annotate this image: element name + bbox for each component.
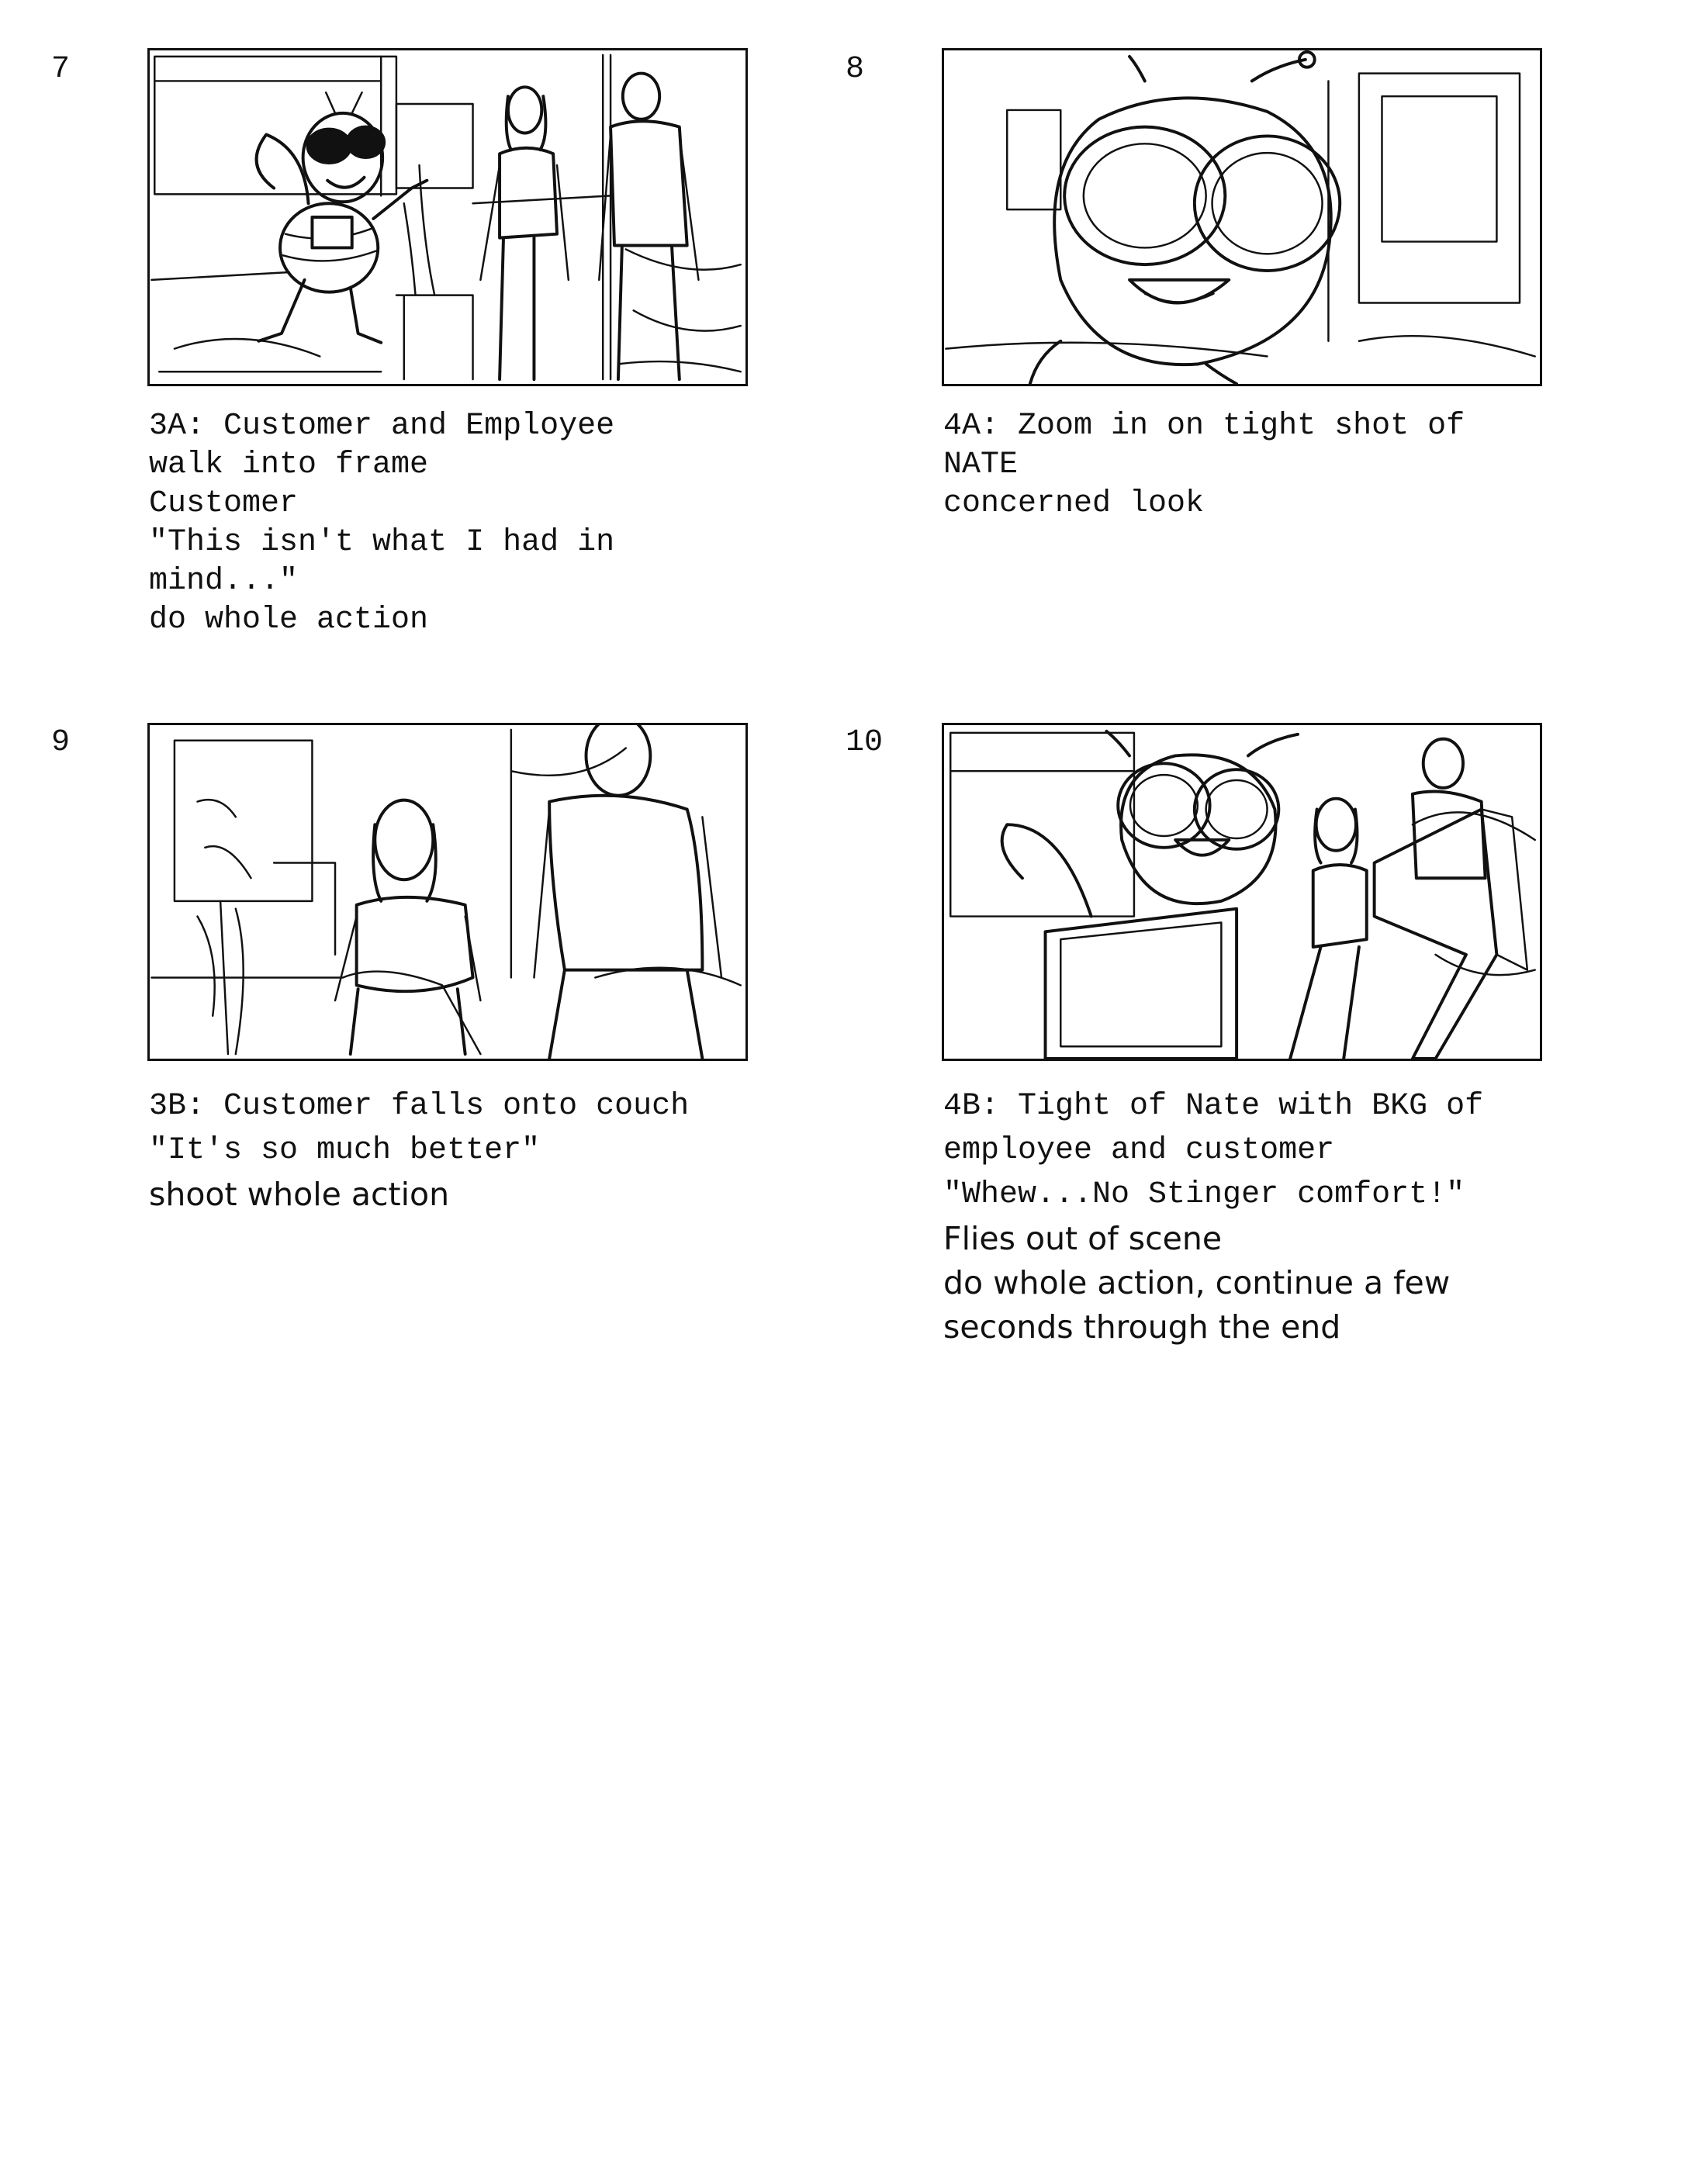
caption-line: Customer [149,486,299,521]
caption-line: "Whew...No Stinger comfort!" [943,1177,1465,1212]
sketch-nate-with-background [944,725,1540,1059]
storyboard-frame-9 [147,723,748,1061]
panel-caption [943,1084,1483,1349]
caption-line: Flies out of scene [943,1220,1223,1257]
panel-caption [149,407,614,640]
caption-line: 4B: Tight of Nate with BKG of [943,1089,1484,1124]
caption-line: 3B: Customer falls onto couch [149,1089,690,1124]
storyboard-frame-10 [942,723,1542,1061]
caption-line: employee and customer [943,1133,1335,1168]
caption-line: NATE [943,448,1019,482]
panel-number: 9 [51,725,71,760]
caption-line: do whole action [149,603,429,638]
panel-number: 10 [846,725,884,760]
caption-line: seconds through the end [943,1308,1341,1346]
sketch-bee-customer-employee [150,50,745,384]
sketch-nate-closeup [944,50,1540,384]
storyboard-frame-7 [147,48,748,386]
caption-line: 4A: Zoom in on tight shot of [943,409,1465,444]
panel-caption [943,407,1465,524]
caption-line: mind..." [149,564,299,599]
panel-caption [149,1084,689,1217]
caption-line: "It's so much better" [149,1133,541,1168]
panel-number: 8 [846,52,865,87]
storyboard-frame-8 [942,48,1542,386]
caption-line: 3A: Customer and Employee [149,409,615,444]
caption-line: walk into frame [149,448,429,482]
caption-line: shoot whole action [149,1176,450,1213]
caption-line: concerned look [943,486,1205,521]
caption-line: do whole action, continue a few [943,1264,1451,1301]
caption-line: "This isn't what I had in [149,525,615,560]
panel-number: 7 [51,52,71,87]
sketch-customer-couch [150,725,745,1059]
